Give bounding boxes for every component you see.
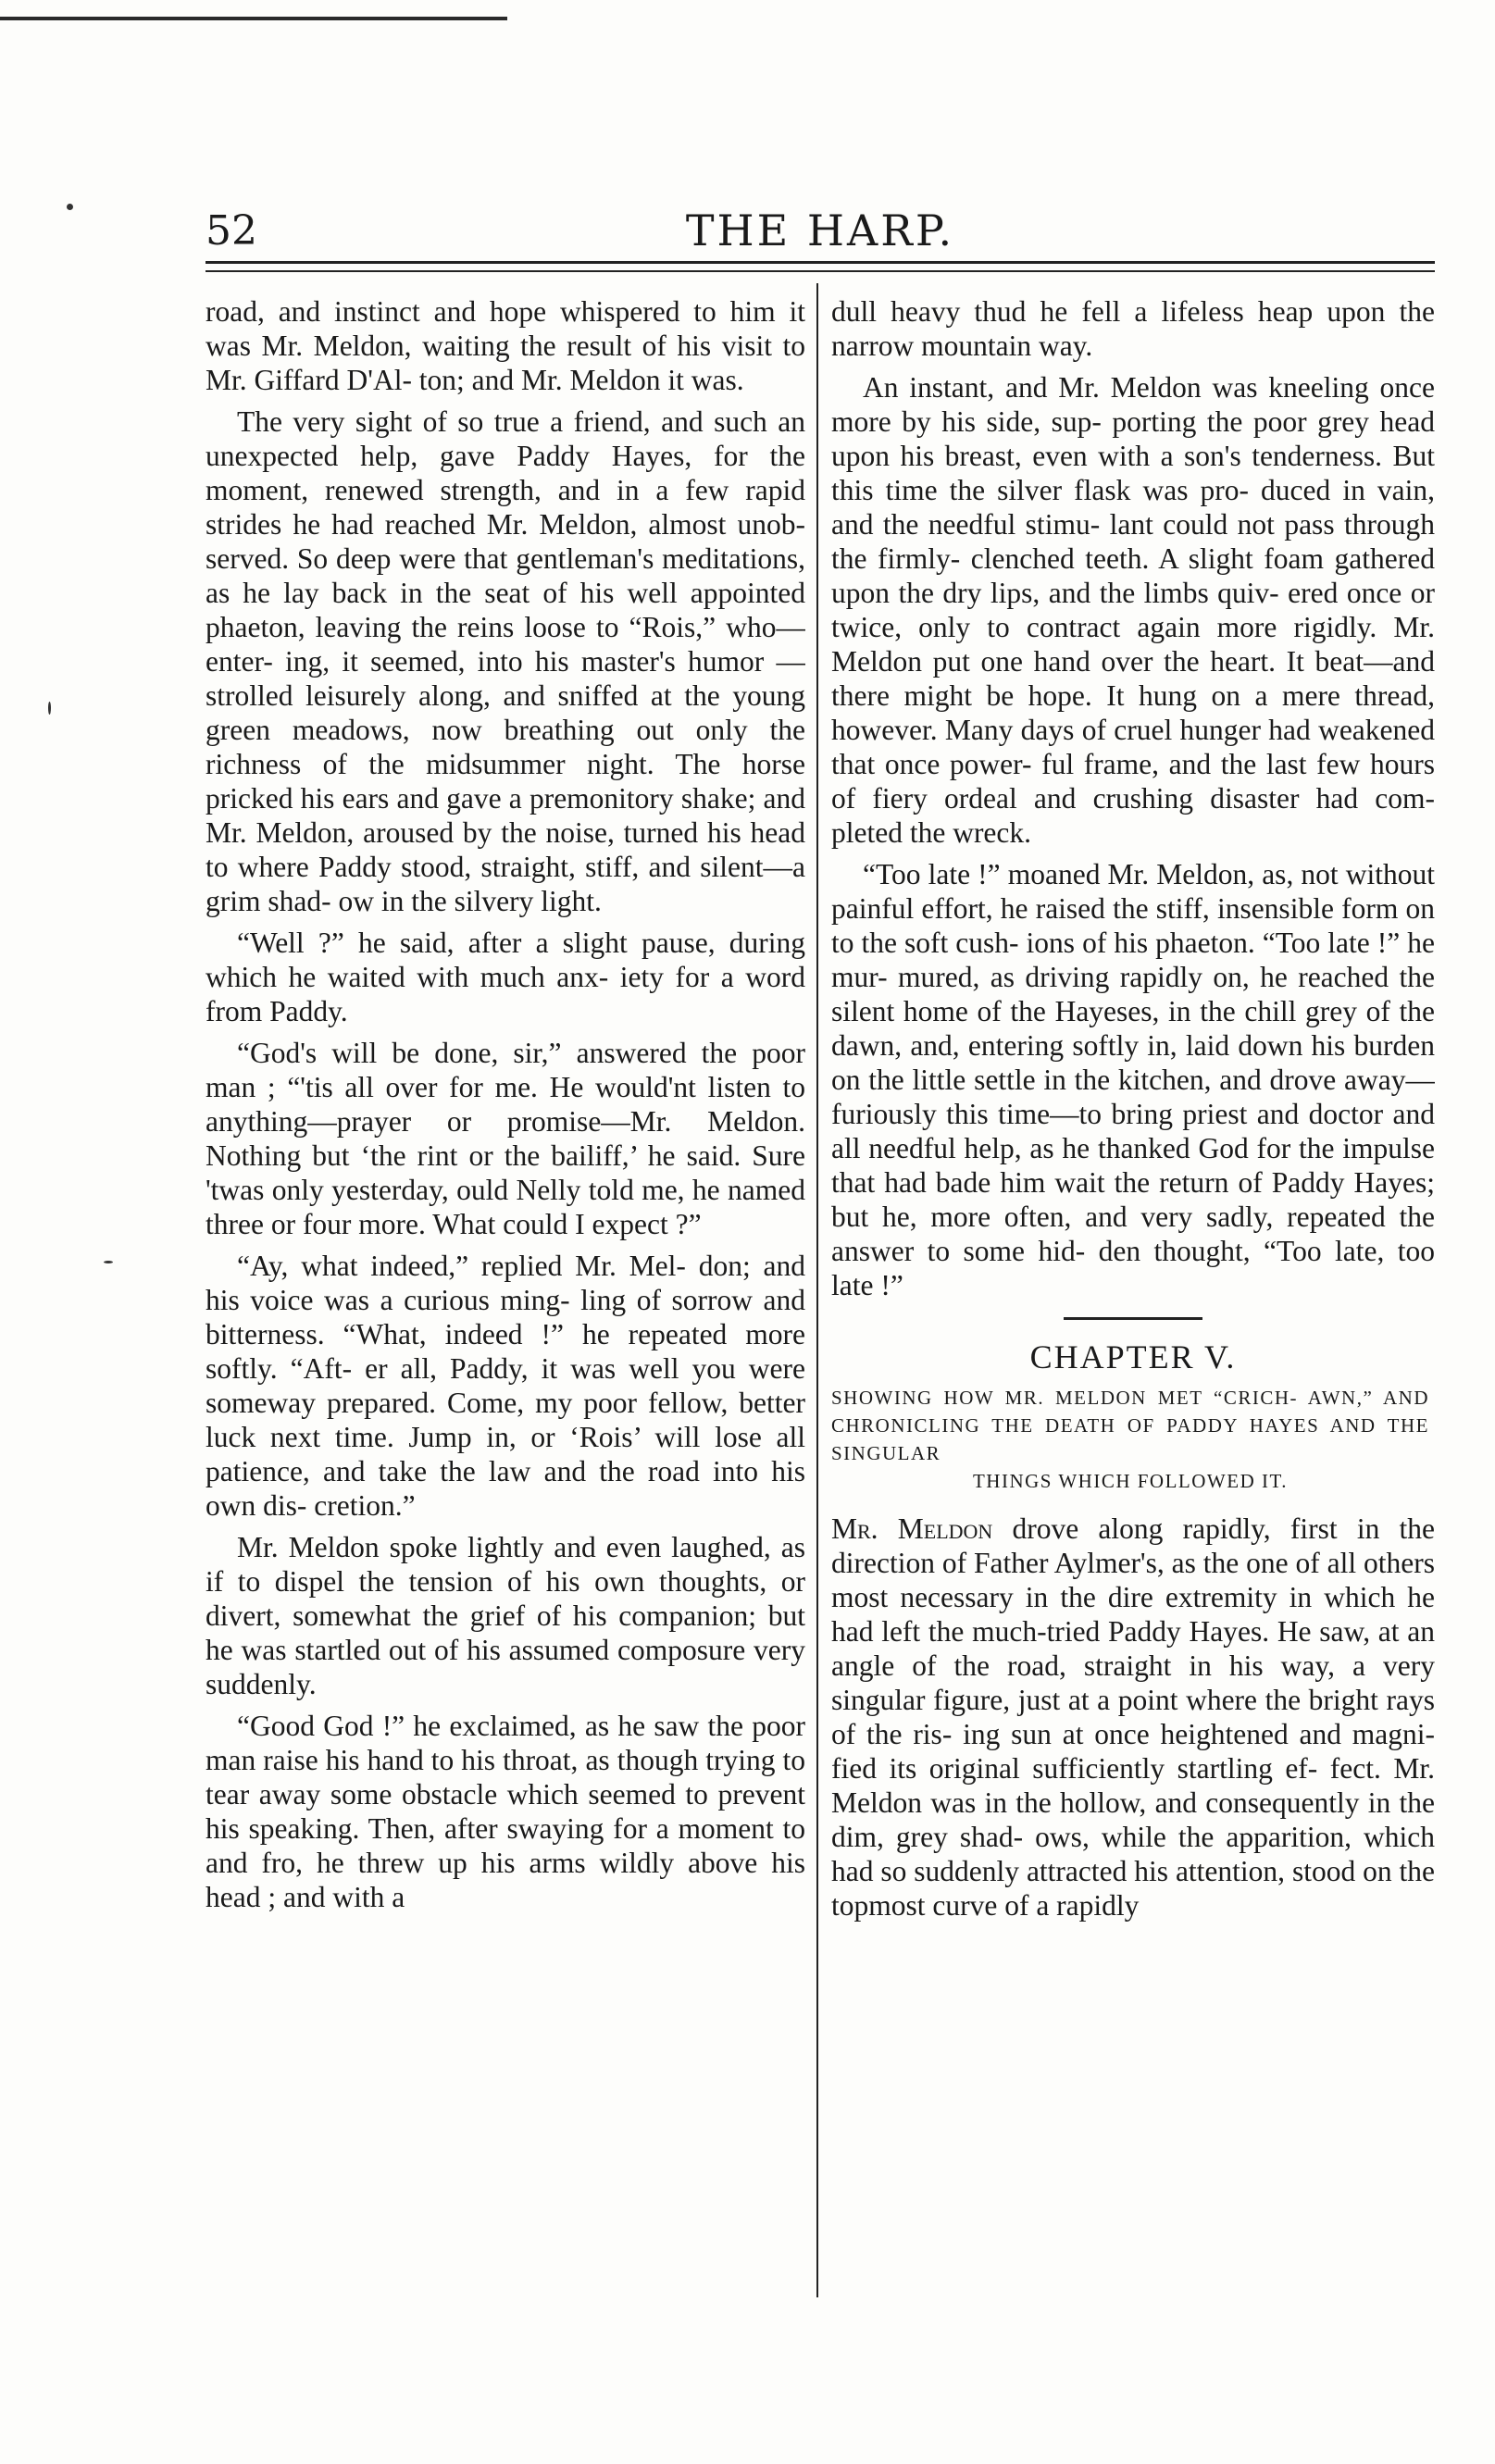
paragraph: “Well ?” he said, after a slight pause, during which he waited with much anx- iety for a word from Paddy.: [206, 927, 805, 1027]
top-edge-rule: [0, 17, 507, 20]
print-speck: [67, 204, 73, 210]
header-rule-top: [206, 261, 1435, 264]
page-header: [206, 205, 1435, 255]
chapter-summary: [831, 1384, 1435, 1495]
opening-text: drove along rapidly, first in the direction of Father Aylmer's, as the one of all others most necessary in the dire extremity in which he had left the much-tried Paddy Hayes. He saw, at an angle of the road, straight in his way, a very singular figure, just at a point where the bright rays of the ris- ing sun at once heightened and magni- fied its original sufficiently startling ef- fect. Mr. Meldon was in the hollow, and consequently in the dim, grey shad- ows, while the apparition, which had so suddenly attracted his attention, stood on the topmost curve of a rapidly: [831, 1512, 1435, 1922]
paragraph: road, and instinct and hope whispered to him it was Mr. Meldon, waiting the result of his visit to Mr. Giffard D'Al- ton; and Mr. Meldon it was.: [206, 295, 805, 396]
chapter-summary-text: SHOWING HOW MR. MELDON MET “CRICH- AWN,” AND CHRONICLING THE DEATH OF PADDY HAYES AND THE SINGULAR: [831, 1387, 1429, 1464]
column-divider: [816, 283, 818, 2297]
paragraph: An instant, and Mr. Meldon was kneeling once more by his side, sup- porting the poor grey head upon his breast, even with a son's tenderness. But this time the silver flask was pro- duced in vain, and the needful stimu- lant could not pass through the firmly- clenched teeth. A slight foam gathered upon the dry lips, and the limbs quiv- ered once or twice, only to contract again more rigidly. Mr. Meldon put one hand over the heart. It beat—and there might be hope. It hung on a mere thread, however. Many days of cruel hunger had weakened that once power- ful frame, and the last few hours of fiery ordeal and crushing disaster had com- pleted the wreck.: [831, 371, 1435, 849]
chapter-summary-last-line: THINGS WHICH FOLLOWED IT.: [972, 1470, 1288, 1492]
opening-smallcaps: Mr. Meldon: [831, 1512, 993, 1545]
paragraph: “Too late !” moaned Mr. Meldon, as, not without painful effort, he raised the stiff, insensible form on to the soft cush- ions of his phaeton. “Too late !” he mur- mured, as driving rapidly on, he reached the silent home of the Hayeses, in the chill grey of the dawn, and, entering softly in, laid down his burden on the little settle in the kitchen, and drove away—furiously this time—to bring priest and doctor and all needful help, as he thanked God for the impulse that had bade him wait the return of Paddy Hayes; but he, more often, and very sadly, repeated the answer to some hid- den thought, “Too late, too late !”: [831, 858, 1435, 1301]
header-rule-bottom: [206, 270, 1435, 272]
running-title: THE HARP.: [685, 205, 955, 255]
paragraph: Mr. Meldon spoke lightly and even laughed, as if to dispel the tension of his own thoughts, or divert, somewhat the grief of his companion; but he was startled out of his assumed composure very suddenly.: [206, 1531, 805, 1700]
chapter-separator-rule: [1064, 1317, 1202, 1320]
right-column: [831, 294, 1435, 2294]
paragraph: “Ay, what indeed,” replied Mr. Mel- don; and his voice was a curious ming- ling of sorrow and bitterness. “What, indeed !” he repeated more softly. “Aft- er all, Paddy, it was well you were someway prepared. Come, my poor fellow, better luck next time. Jump in, or ‘Rois’ will lose all patience, and take the law and the road into his own dis- cretion.”: [206, 1250, 805, 1522]
chapter-title: CHAPTER V.: [1029, 1338, 1237, 1375]
paragraph: The very sight of so true a friend, and such an unexpected help, gave Paddy Hayes, for the moment, renewed strength, and in a few rapid strides he had reached Mr. Meldon, almost unob- served. So deep were that gentleman's meditations, as he lay back in the seat of his well appointed phaeton, leaving the reins loose to “Rois,” who—enter- ing, it seemed, into his master's humor —strolled leisurely along, and sniffed at the young green meadows, now breathing out only the richness of the midsummer night. The horse pricked his ears and gave a premonitory shake; and Mr. Meldon, aroused by the noise, turned his head to where Paddy stood, straight, stiff, and silent—a grim shad- ow in the silvery light.: [206, 405, 805, 917]
print-speck: [48, 702, 51, 715]
print-speck: [104, 1261, 113, 1263]
left-column: [206, 294, 805, 2294]
chapter-opening-paragraph: [831, 1512, 1435, 1923]
paragraph: “Good God !” he exclaimed, as he saw the poor man raise his hand to his throat, as though trying to tear away some obstacle which seemed to prevent his speaking. Then, after swaying for a moment to and fro, he threw up his arms wildly above his head ; and with a: [206, 1710, 805, 1913]
paragraph: “God's will be done, sir,” answered the poor man ; “'tis all over for me. He would'nt listen to anything—prayer or promise—Mr. Meldon. Nothing but ‘the rint or the bailiff,’ he said. Sure 'twas only yesterday, ould Nelly told me, he named three or four more. What could I expect ?”: [206, 1037, 805, 1240]
paragraph: dull heavy thud he fell a lifeless heap upon the narrow mountain way.: [831, 295, 1435, 362]
page-number: 52: [206, 207, 257, 255]
